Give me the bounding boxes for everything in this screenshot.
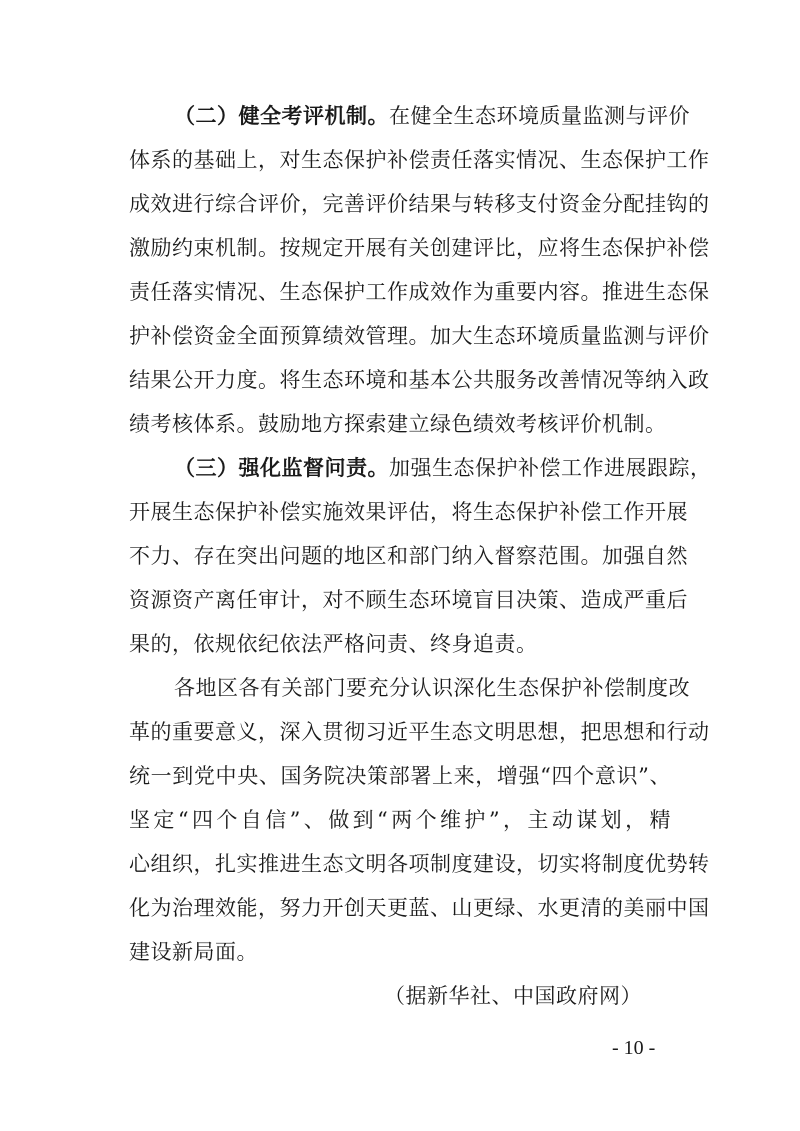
section2-text: 在健全生态环境质量监测与评价 <box>389 104 690 128</box>
section2-line-5: 责任落实情况、生态保护工作成效作为重要内容。推进生态保 <box>129 280 710 304</box>
section2-line-3: 成效进行综合评价，完善评价结果与转移支付资金分配挂钩的 <box>129 192 710 216</box>
section3-heading: （三）强化监督问责。 <box>174 455 389 480</box>
section2-line-4: 激励约束机制。按规定开展有关创建评比，应将生态保护补偿 <box>129 236 710 260</box>
closing-line-2: 革的重要意义，深入贯彻习近平生态文明思想，把思想和行动 <box>129 720 710 744</box>
closing-line-1: 各地区各有关部门要充分认识深化生态保护补偿制度改 <box>174 676 690 700</box>
page-number: - 10 - <box>612 1037 656 1059</box>
section2-line-1 <box>174 99 690 133</box>
section2-line-2: 体系的基础上，对生态保护补偿责任落实情况、生态保护工作 <box>129 148 710 172</box>
section3-line-4: 资源资产离任审计，对不顾生态环境盲目决策、造成严重后 <box>129 588 688 612</box>
closing-line-4: 坚定“四个自信”、做到“两个维护”，主动谋划，精 <box>129 808 671 832</box>
closing-line-5: 心组织，扎实推进生态文明各项制度建设，切实将制度优势转 <box>129 852 710 876</box>
section3-text: 加强生态保护补偿工作进展跟踪， <box>389 456 712 480</box>
closing-line-6: 化为治理效能，努力开创天更蓝、山更绿、水更清的美丽中国 <box>129 896 710 920</box>
section2-line-7: 结果公开力度。将生态环境和基本公共服务改善情况等纳入政 <box>129 368 710 392</box>
section2-heading: （二）健全考评机制。 <box>174 103 389 128</box>
section3-line-2: 开展生态保护补偿实施效果评估，将生态保护补偿工作开展 <box>129 500 688 524</box>
section3-line-5: 果的，依规依纪依法严格问责、终身追责。 <box>129 632 538 656</box>
closing-line-3: 统一到党中央、国务院决策部署上来，增强“四个意识”、 <box>129 764 671 788</box>
section2-line-8: 绩考核体系。鼓励地方探索建立绿色绩效考核评价机制。 <box>129 412 667 436</box>
section3-line-3: 不力、存在突出问题的地区和部门纳入督察范围。加强自然 <box>129 544 688 568</box>
closing-line-7: 建设新局面。 <box>129 940 258 964</box>
section3-line-1 <box>174 451 712 485</box>
source-attribution: （据新华社、中国政府网） <box>384 984 642 1008</box>
section2-line-6: 护补偿资金全面预算绩效管理。加大生态环境质量监测与评价 <box>129 324 710 348</box>
